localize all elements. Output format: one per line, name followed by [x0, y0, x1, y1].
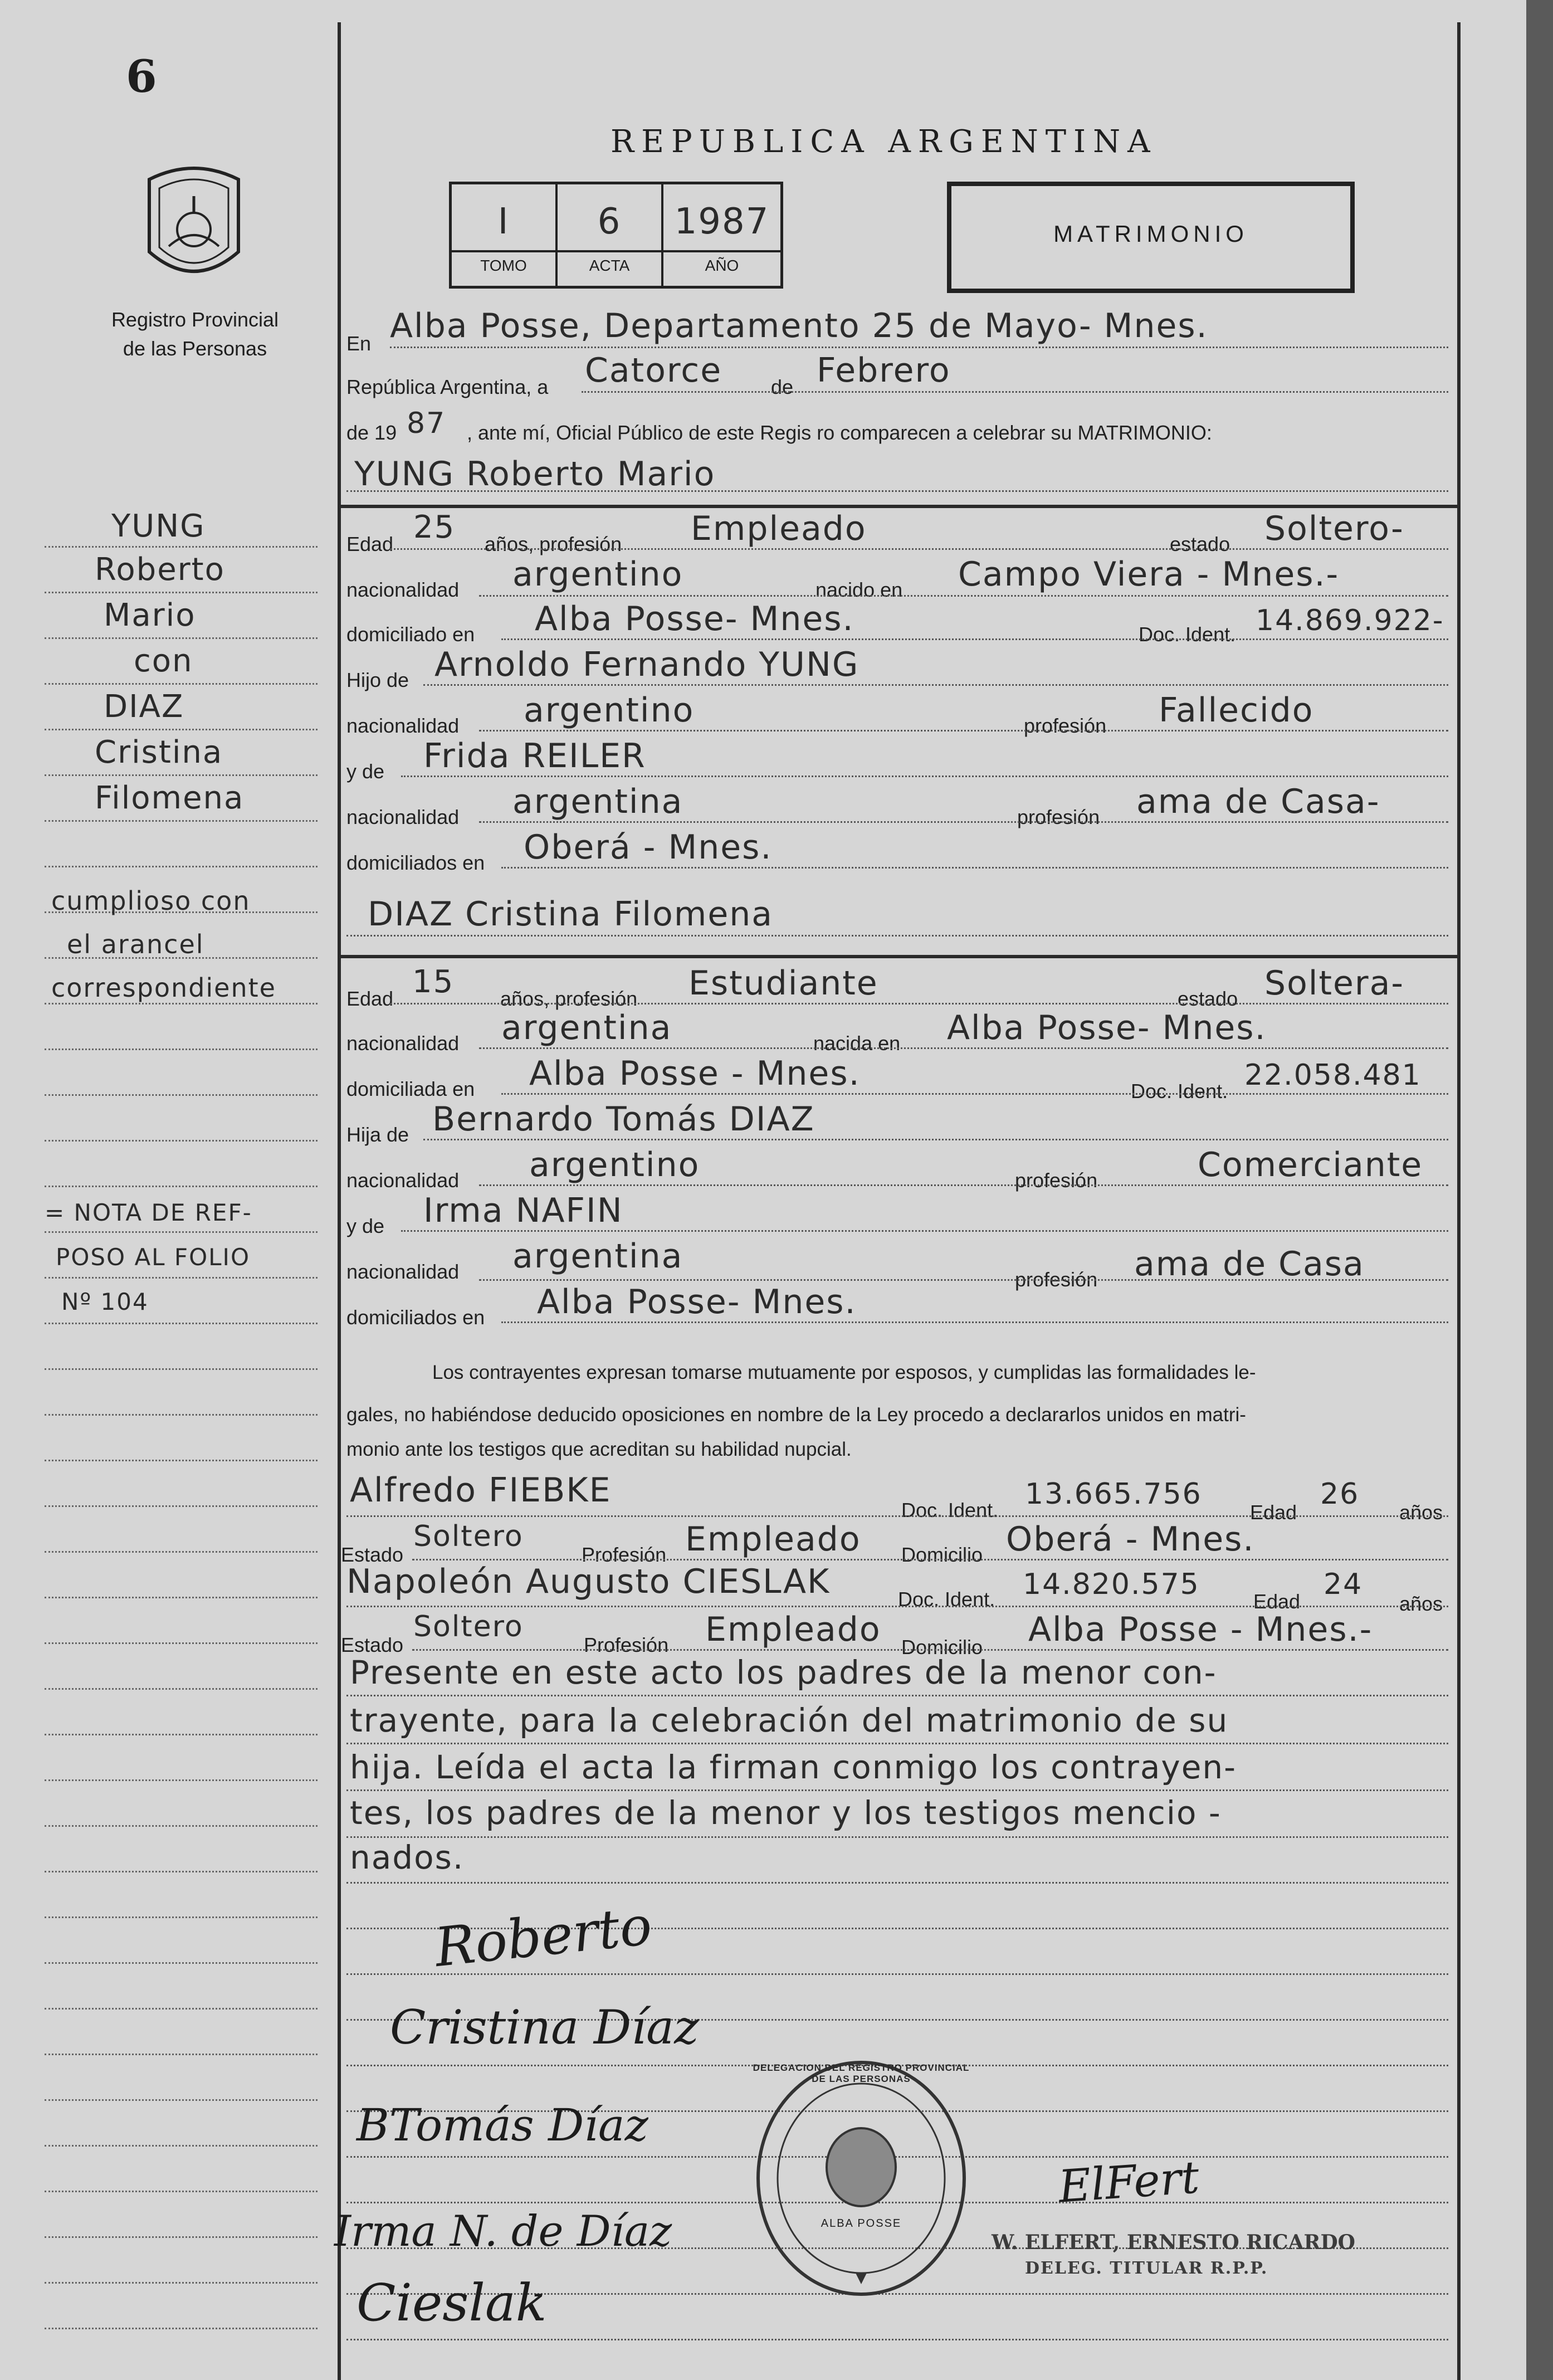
witness-2-doc-label: Doc. Ident. — [898, 1588, 995, 1611]
margin-rule-line — [45, 1368, 318, 1370]
margin-rule-line — [45, 729, 318, 730]
bride-name: DIAZ Cristina Filomena — [368, 895, 774, 934]
bride-father: Bernardo Tomás DIAZ — [432, 1100, 815, 1139]
groom-line-3 — [501, 638, 1448, 640]
bride-domicilio: Alba Posse - Mnes. — [529, 1054, 861, 1093]
margin-note-1: = NOTA DE REF- — [45, 1199, 252, 1226]
ano-value: 1987 — [674, 201, 770, 242]
groom-estado: Soltero- — [1264, 509, 1404, 548]
month: Febrero — [817, 351, 951, 390]
margin-rule-line — [45, 1962, 318, 1964]
groom-line-2 — [479, 595, 1448, 597]
registry-label — [56, 305, 334, 363]
groom-yde-label: y de — [346, 760, 385, 783]
witness-2-edad: 24 — [1324, 1568, 1363, 1601]
bride-edad: 15 — [412, 964, 455, 1000]
groom-line-5 — [479, 730, 1448, 731]
margin-note-2: POSO AL FOLIO — [56, 1243, 250, 1271]
margin-rule-line — [45, 1186, 318, 1187]
witness-1-name: Alfredo FIEBKE — [350, 1471, 612, 1510]
groom-name-line — [346, 490, 1448, 492]
declaration-line-1: Los contrayentes expresan tomarse mutuamente por esposos, y cumplidas las formalidades le- — [432, 1362, 1256, 1383]
margin-rule-line — [45, 1048, 318, 1050]
groom-mother-prof: ama de Casa- — [1136, 782, 1380, 821]
witness-1-edad-label: Edad — [1250, 1501, 1297, 1524]
groom-doc: 14.869.922- — [1256, 604, 1444, 637]
observation-line-1: Presente en este acto los padres de la menor con- — [350, 1654, 1217, 1691]
groom-edad: 25 — [413, 509, 456, 545]
groom-father-prof-label: profesión — [1024, 714, 1107, 737]
groom-parents-dom-label: domiciliados en — [346, 851, 485, 874]
acta-value: 6 — [597, 201, 622, 242]
observation-line-2: trayente, para la celebración del matrimonio de su — [350, 1701, 1229, 1739]
bride-mother-nac-label: nacionalidad — [346, 1260, 460, 1283]
groom-separator — [341, 505, 1461, 508]
observation-line-3: hija. Leída el acta la firman conmigo los contrayen- — [350, 1748, 1237, 1786]
margin-rule-line — [45, 1551, 318, 1553]
witness-1-dom-label: Domicilio — [901, 1543, 983, 1566]
groom-father-prof: Fallecido — [1159, 691, 1314, 730]
margin-rule-line — [45, 1734, 318, 1735]
acta-label: ACTA — [589, 257, 630, 274]
witness-1-line-1 — [346, 1515, 1448, 1517]
year: 87 — [407, 407, 446, 440]
margin-rule-line — [45, 2099, 318, 2101]
registry-line-2: de las Personas — [123, 337, 267, 360]
bride-line-7 — [479, 1279, 1448, 1281]
declaration-line-3: monio ante los testigos que acreditan su habilidad nupcial. — [346, 1438, 852, 1460]
ano-label: AÑO — [705, 257, 739, 274]
margin-rule-line — [45, 1277, 318, 1279]
record-box-divider — [452, 250, 780, 252]
margin-rule-line — [45, 2008, 318, 2010]
witness-1-estado: Soltero — [413, 1520, 524, 1553]
witness-1-profesion: Empleado — [685, 1520, 861, 1559]
margin-rule-line — [45, 1094, 318, 1096]
groom-mother-nac: argentina — [512, 782, 683, 821]
margin-rule-line — [45, 592, 318, 593]
registry-line-1: Registro Provincial — [111, 308, 279, 331]
margin-rule-line — [45, 1642, 318, 1644]
groom-nacido-label: nacido en — [815, 578, 903, 601]
bride-profesion: Estudiante — [688, 964, 878, 1003]
margin-rule-line — [45, 546, 318, 548]
witness-2-edad-label: Edad — [1253, 1590, 1301, 1613]
bride-father-prof-label: profesión — [1015, 1169, 1098, 1192]
margin-rule-line — [45, 1323, 318, 1324]
witness-2-estado-label: Estado — [341, 1633, 404, 1656]
witness-1-domicilio: Oberá - Mnes. — [1006, 1520, 1255, 1559]
margin-rule-line — [45, 1414, 318, 1416]
margin-rule-line — [45, 1003, 318, 1004]
margin-compliance-1: cumplioso con — [51, 886, 251, 916]
bride-signature: Cristina Díaz — [390, 2000, 699, 2055]
witness-1-edad: 26 — [1320, 1477, 1360, 1511]
bride-estado: Soltera- — [1264, 964, 1404, 1003]
bride-line-4 — [423, 1139, 1448, 1140]
margin-rule-line — [45, 2054, 318, 2055]
official-signature: ElFert — [1057, 2151, 1201, 2213]
margin-compliance-3: correspondiente — [51, 973, 276, 1003]
bride-yde-label: y de — [346, 1215, 385, 1237]
father-signature: BTomás Díaz — [356, 2099, 648, 2151]
margin-name-1: YUNG — [111, 508, 206, 544]
tomo-value: I — [497, 201, 510, 242]
witness-2-anos-label: años — [1399, 1592, 1443, 1615]
observation-rule-2 — [346, 1743, 1448, 1744]
groom-line-1 — [390, 548, 1448, 550]
bride-nacida-en: Alba Posse- Mnes. — [947, 1008, 1267, 1047]
groom-father: Arnoldo Fernando YUNG — [434, 645, 859, 684]
tomo-cell — [452, 184, 558, 286]
margin-rule-line — [45, 1505, 318, 1507]
record-type-box — [947, 182, 1355, 293]
margin-rule-line — [45, 1460, 318, 1461]
margin-compliance-2: el arancel — [67, 929, 204, 959]
bride-line-6 — [401, 1230, 1448, 1232]
official-name: W. ELFERT, ERNESTO RICARDO — [992, 2231, 1356, 2254]
margin-rule-line — [45, 637, 318, 639]
observation-line-4: tes, los padres de la menor y los testigos mencio - — [350, 1794, 1222, 1832]
groom-nacionalidad: argentino — [512, 555, 683, 594]
bride-nacionalidad: argentina — [501, 1008, 672, 1047]
witness-1-anos-label: años — [1399, 1501, 1443, 1524]
observation-rule-1 — [346, 1695, 1448, 1696]
bride-estado-label: estado — [1178, 987, 1238, 1010]
observation-rule-4 — [346, 1836, 1448, 1838]
declaration-line-2: gales, no habiéndose deducido oposiciones en nombre de la Ley procedo a declararlos unidos en matri- — [346, 1404, 1246, 1426]
en-label: En — [346, 332, 372, 355]
margin-name-4: con — [134, 643, 193, 679]
intro-statement: , ante mí, Oficial Público de este Regis ro comparecen a celebrar su MATRIMONIO: — [467, 421, 1212, 444]
groom-line-4 — [423, 684, 1448, 686]
tomo-label: TOMO — [480, 257, 527, 274]
groom-mother: Frida REILER — [423, 737, 646, 776]
stamp-text: DELEGACION DEL REGISTRO PROVINCIAL DE LAS PERSONAS — [753, 2062, 970, 2084]
provincial-seal-icon — [138, 163, 250, 285]
witness-2-estado: Soltero — [413, 1610, 524, 1643]
day: Catorce — [585, 351, 722, 390]
groom-doc-label: Doc. Ident. — [1139, 623, 1236, 646]
record-box — [449, 182, 783, 289]
right-rule — [1457, 22, 1461, 2380]
margin-rule-line — [45, 1140, 318, 1142]
record-type: MATRIMONIO — [1053, 221, 1248, 247]
republica-label: República Argentina, a — [346, 375, 549, 398]
witness-2-line-2 — [412, 1649, 1448, 1651]
margin-name-3: Mario — [104, 597, 196, 633]
page-number: 6 — [126, 50, 157, 103]
margin-rule-line — [45, 1688, 318, 1690]
official-title: DELEG. TITULAR R.P.P. — [1025, 2259, 1268, 2278]
margin-rule-line — [45, 1779, 318, 1781]
margin-rule-line — [45, 866, 318, 867]
bride-edad-label: Edad — [346, 987, 394, 1010]
margin-rule-line — [45, 2236, 318, 2238]
groom-line-7 — [479, 821, 1448, 823]
groom-father-nac: argentino — [524, 691, 695, 730]
witness-2-domicilio: Alba Posse - Mnes.- — [1028, 1610, 1373, 1649]
bride-mother-nac: argentina — [512, 1237, 683, 1276]
groom-signature: Roberto — [432, 1894, 655, 1979]
witness-1-doc: 13.665.756 — [1025, 1477, 1202, 1511]
groom-line-6 — [401, 776, 1448, 777]
groom-nacido-en: Campo Viera - Mnes.- — [958, 555, 1340, 594]
bride-father-nac: argentino — [529, 1145, 700, 1184]
bride-nac-label: nacionalidad — [346, 1032, 460, 1055]
signature-rule-line — [346, 1882, 1448, 1884]
country-title: REPUBLICA ARGENTINA — [611, 124, 1158, 160]
groom-edad-label: Edad — [346, 533, 394, 555]
bride-dom-label: domiciliada en — [346, 1077, 475, 1100]
bride-father-prof: Comerciante — [1198, 1145, 1423, 1184]
groom-mother-nac-label: nacionalidad — [346, 806, 460, 828]
witness-2-profesion: Empleado — [705, 1610, 881, 1649]
bride-parents-dom-label: domiciliados en — [346, 1306, 485, 1329]
bride-father-nac-label: nacionalidad — [346, 1169, 460, 1192]
groom-mother-prof-label: profesión — [1017, 806, 1100, 828]
margin-name-7: Filomena — [95, 780, 245, 816]
witness-1-estado-label: Estado — [341, 1543, 404, 1566]
signature-rule-line — [346, 2339, 1448, 2340]
margin-rule-line — [45, 2191, 318, 2192]
date-line — [582, 391, 1448, 393]
bride-doc-label: Doc. Ident. — [1131, 1080, 1228, 1103]
signature-rule-line — [346, 1973, 1448, 1975]
observation-rule-3 — [346, 1789, 1448, 1791]
margin-name-6: Cristina — [95, 734, 223, 770]
bride-mother-prof: ama de Casa — [1134, 1245, 1365, 1284]
ano-cell — [663, 184, 780, 286]
witness-2-line-1 — [346, 1606, 1448, 1607]
margin-rule-line — [45, 1825, 318, 1827]
stamp-center: ALBA POSSE — [821, 2217, 902, 2230]
bride-hija-label: Hija de — [346, 1123, 409, 1146]
groom-anos-label: años, profesión — [485, 533, 622, 555]
bride-separator — [341, 955, 1461, 958]
witness-signature: Cieslak — [356, 2273, 547, 2333]
margin-rule-line — [45, 1231, 318, 1233]
official-stamp — [750, 2056, 973, 2301]
groom-dom-label: domiciliado en — [346, 623, 475, 646]
groom-parents-dom: Oberá - Mnes. — [524, 828, 773, 867]
margin-rule-line — [45, 2282, 318, 2284]
mother-signature: Irma N. de Díaz — [334, 2206, 672, 2256]
bride-line-5 — [479, 1184, 1448, 1186]
witness-2-doc: 14.820.575 — [1023, 1568, 1200, 1601]
groom-domicilio: Alba Posse- Mnes. — [535, 599, 854, 638]
observation-line-5: nados. — [350, 1838, 465, 1876]
witness-2-dom-label: Domicilio — [901, 1636, 983, 1659]
place: Alba Posse, Departamento 25 de Mayo- Mnes. — [390, 306, 1208, 345]
groom-estado-label: estado — [1170, 533, 1230, 555]
groom-profesion: Empleado — [691, 509, 867, 548]
groom-name: YUNG Roberto Mario — [354, 455, 716, 494]
bride-name-line — [346, 935, 1448, 937]
groom-hijo-label: Hijo de — [346, 669, 409, 691]
bride-anos-label: años, profesión — [500, 987, 638, 1010]
witness-2-name: Napoleón Augusto CIESLAK — [346, 1562, 831, 1601]
margin-rule — [338, 22, 341, 2380]
witness-1-doc-label: Doc. Ident. — [901, 1499, 999, 1521]
groom-father-nac-label: nacionalidad — [346, 714, 460, 737]
bride-line-3 — [501, 1093, 1448, 1095]
margin-rule-line — [45, 683, 318, 685]
witness-2-prof-label: Profesión — [584, 1633, 669, 1656]
bride-mother-prof-label: profesión — [1015, 1268, 1098, 1291]
margin-rule-line — [45, 2328, 318, 2329]
bride-line-2 — [479, 1047, 1448, 1049]
acta-cell — [558, 184, 663, 286]
groom-nac-label: nacionalidad — [346, 578, 460, 601]
margin-rule-line — [45, 820, 318, 822]
bride-line-8 — [501, 1321, 1448, 1323]
margin-rule-line — [45, 1916, 318, 1918]
margin-name-2: Roberto — [95, 552, 225, 588]
margin-rule-line — [45, 2145, 318, 2147]
margin-note-3: Nº 104 — [61, 1288, 149, 1315]
bride-nacida-label: nacida en — [813, 1032, 901, 1055]
place-line — [390, 347, 1448, 348]
bride-parents-dom: Alba Posse- Mnes. — [537, 1282, 857, 1321]
de-label: de — [771, 375, 794, 398]
bride-doc: 22.058.481 — [1244, 1059, 1422, 1092]
margin-rule-line — [45, 774, 318, 776]
margin-name-5: DIAZ — [104, 689, 184, 725]
witness-1-line-2 — [412, 1559, 1448, 1560]
bride-mother: Irma NAFIN — [423, 1191, 623, 1230]
witness-1-prof-label: Profesión — [582, 1543, 667, 1566]
year-prefix: de 19 — [346, 421, 397, 444]
margin-rule-line — [45, 1597, 318, 1598]
groom-line-8 — [501, 867, 1448, 869]
margin-rule-line — [45, 1871, 318, 1872]
bride-line-1 — [390, 1003, 1448, 1004]
